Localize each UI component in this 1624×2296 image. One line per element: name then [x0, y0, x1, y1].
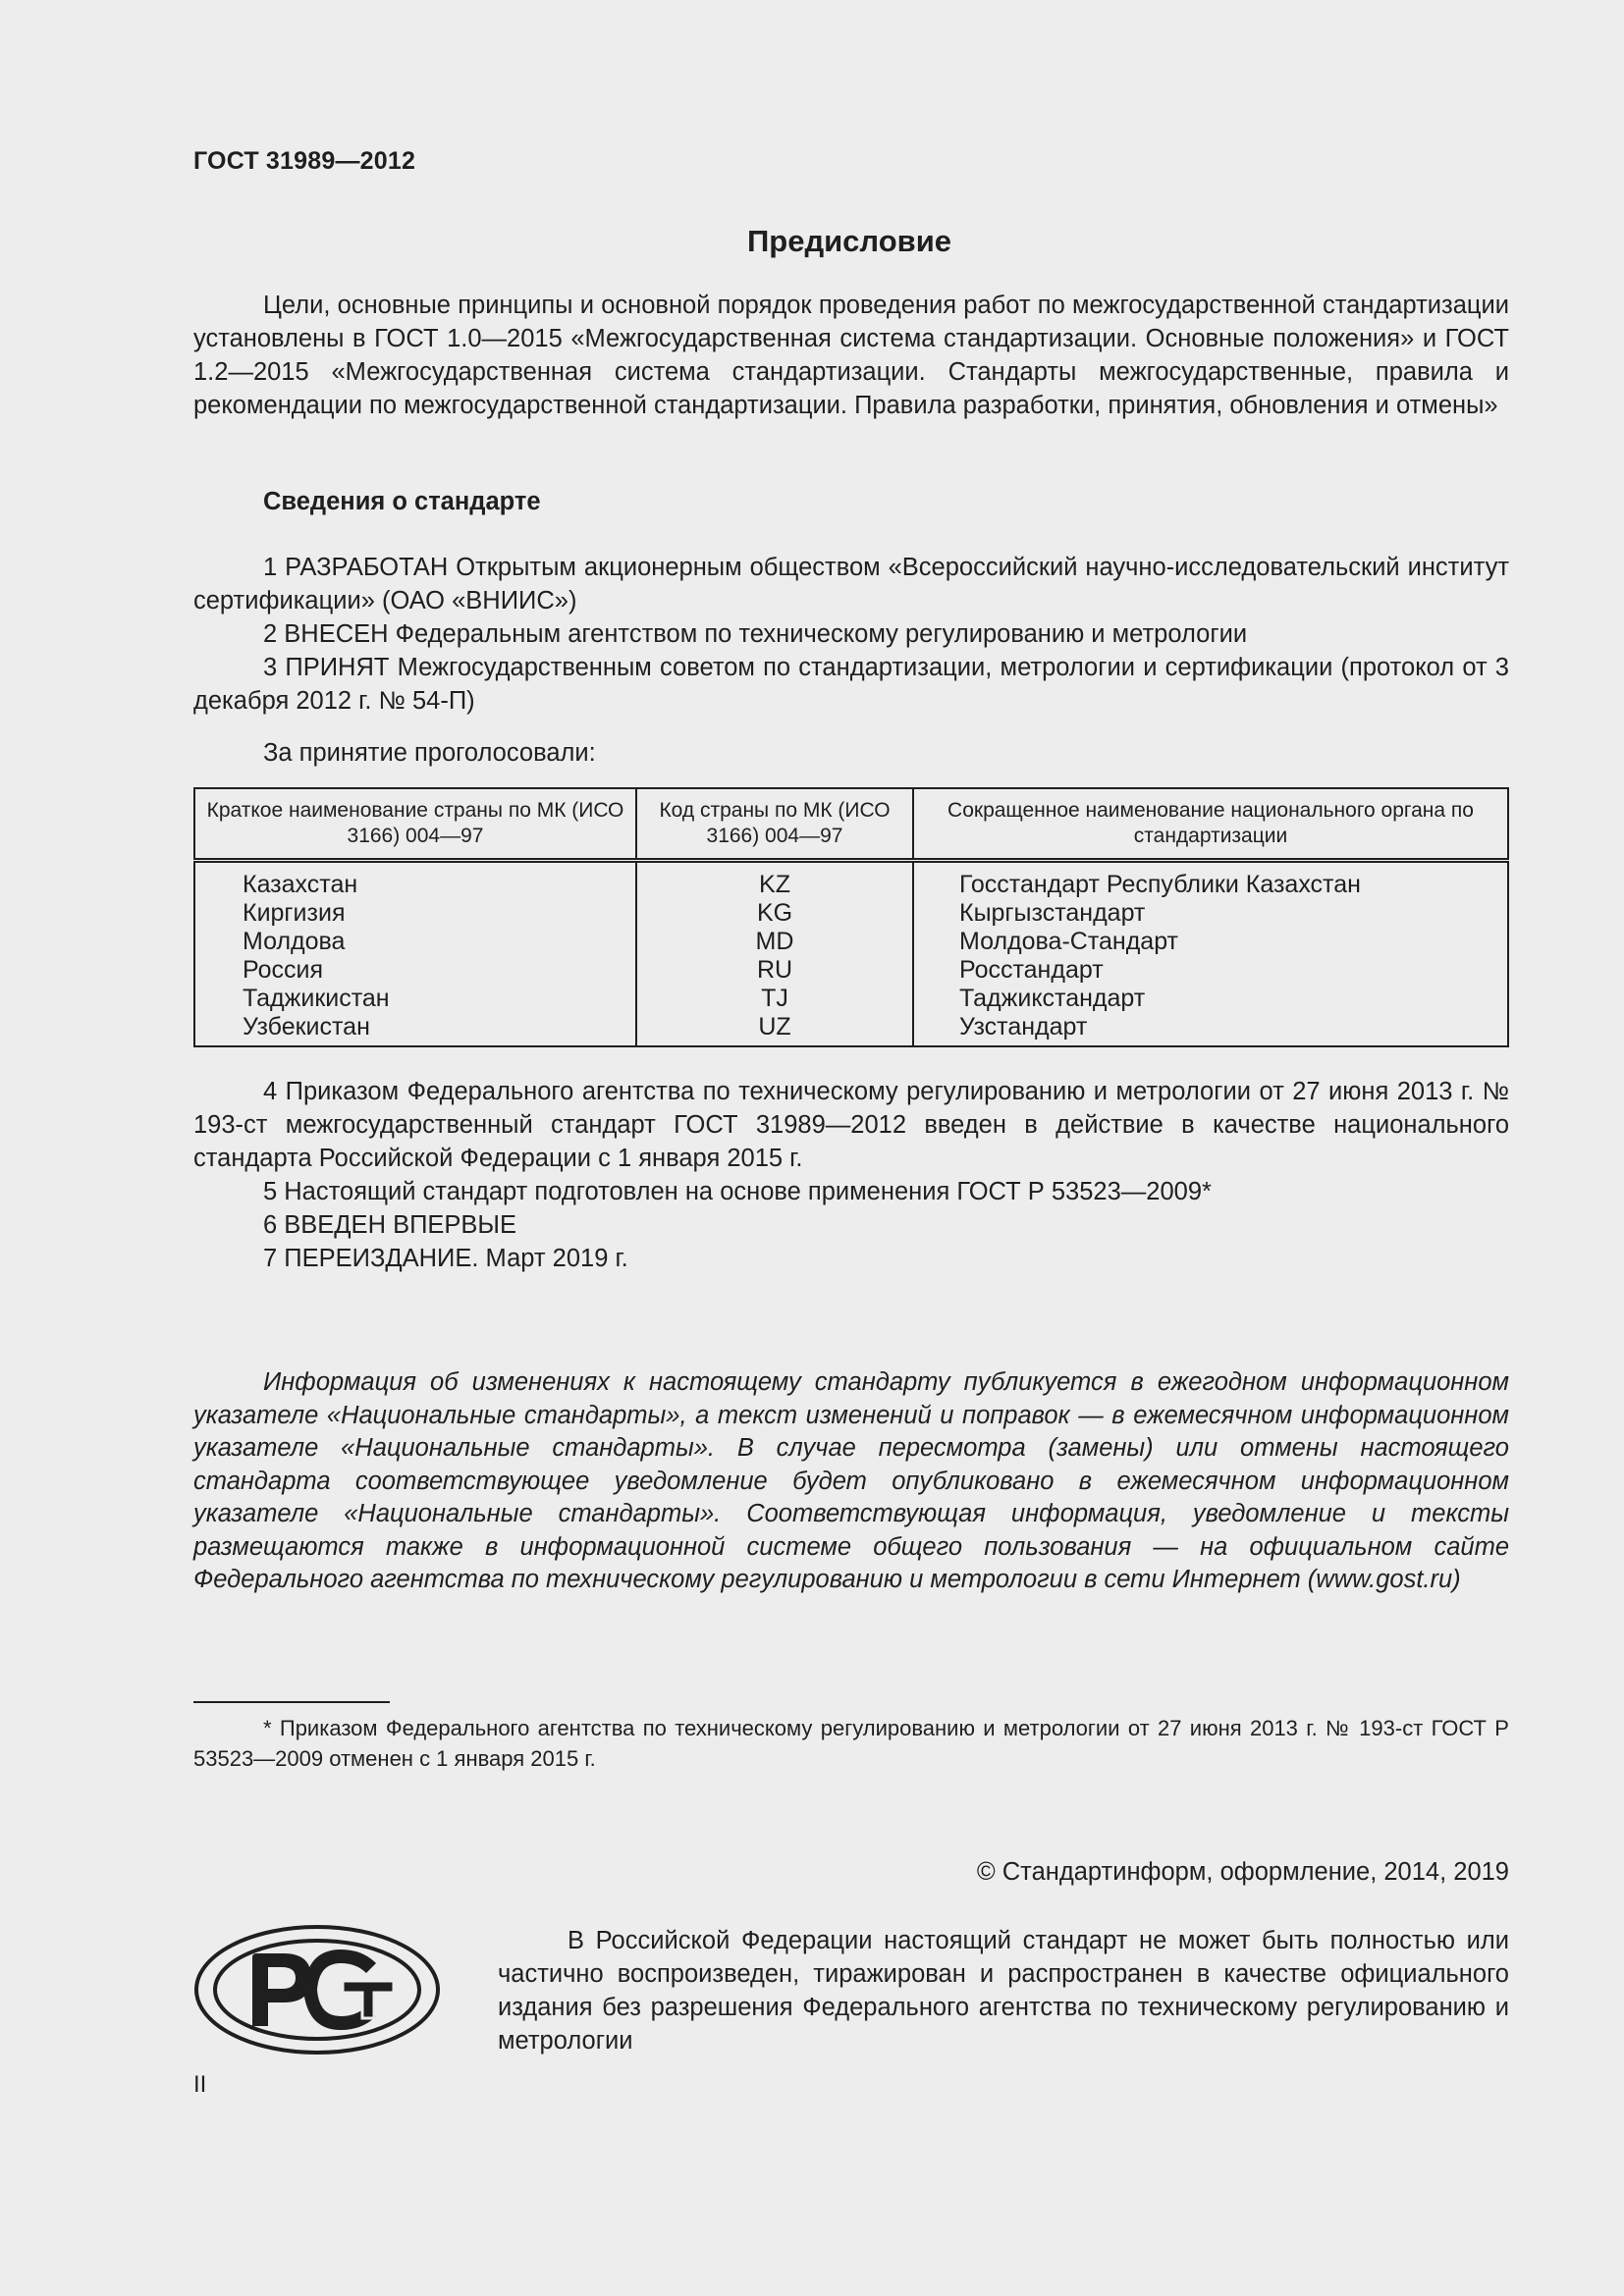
item-2: 2 ВНЕСЕН Федеральным агентством по техническому регулированию и метрологии	[263, 620, 1248, 648]
table-header-organ: Сокращенное наименование национального органа по стандартизации	[913, 788, 1508, 861]
standard-info-heading: Сведения о стандарте	[263, 488, 541, 515]
intro-paragraph: Цели, основные принципы и основной порядок проведения работ по межгосударственной стандартизации установлены в ГОСТ 1.0—2015 «Межгосударственная система стандартизации. Основные положения» и ГОСТ 1.2—2015 «Межгосударственная система стандартизации. Стандарты межгосударственные, правила и рекомендации по межгосударственной стандартизации. Правила разработки, принятия, обновления и отмены»	[193, 292, 1509, 419]
standard-info-block	[193, 485, 1509, 518]
country-name: Узбекистан	[243, 1013, 370, 1041]
country-code: MD	[755, 928, 794, 955]
voting-table	[193, 787, 1509, 1047]
legal-notice: В Российской Федерации настоящий стандарт не может быть полностью или частично воспроизведен, тиражирован и распространен в качестве официального издания без разрешения Федерального агентства по техническому регулированию и метрологии	[498, 1927, 1509, 2055]
country-code: KZ	[759, 871, 790, 898]
country-name: Таджикистан	[243, 985, 390, 1012]
item-6: 6 ВВЕДЕН ВПЕРВЫЕ	[263, 1211, 517, 1239]
table-header-country: Краткое наименование страны по МК (ИСО 3166) 004—97	[194, 788, 636, 861]
country-code: UZ	[758, 1013, 791, 1041]
item-3: 3 ПРИНЯТ Межгосударственным советом по стандартизации, метрологии и сертификации (протокол от 3 декабря 2012 г. № 54-П)	[193, 654, 1509, 715]
copyright-line: © Стандартинформ, оформление, 2014, 2019	[976, 1858, 1509, 1886]
organ-name: Госстандарт Республики Казахстан	[959, 871, 1361, 898]
voted-block	[193, 736, 1509, 770]
changes-info-paragraph: Информация об изменениях к настоящему стандарту публикуется в ежегодном информационном указателе «Национальные стандарты», а текст изменений и поправок — в ежемесячном информационном указателе «Национальные стандарты». В случае пересмотра (замены) или отмены настоящего стандарта соответствующее уведомление будет опубликовано в ежемесячном информационном указателе «Национальные стандарты». Соответствующая информация, уведомление и тексты размещаются также в информационной системе общего пользования — на официальном сайте Федерального агентства по техническому регулированию и метрологии в сети Интернет (www.gost.ru)	[193, 1368, 1509, 1593]
table-header-row	[194, 788, 1508, 861]
items-block	[193, 551, 1509, 718]
country-name: Казахстан	[243, 871, 358, 898]
item-7: 7 ПЕРЕИЗДАНИЕ. Март 2019 г.	[263, 1245, 628, 1272]
country-name: Россия	[243, 956, 323, 984]
country-cell	[194, 861, 636, 1047]
organ-name: Кыргызстандарт	[959, 899, 1146, 927]
table-header-code: Код страны по МК (ИСО 3166) 004—97	[636, 788, 913, 861]
standard-code-header: ГОСТ 31989—2012	[193, 147, 416, 175]
item-5: 5 Настоящий стандарт подготовлен на основе применения ГОСТ Р 53523—2009*	[263, 1178, 1212, 1205]
changes-info-block	[193, 1366, 1509, 1597]
item-4: 4 Приказом Федерального агентства по техническому регулированию и метрологии от 27 июня 2013 г. № 193-ст межгосударственный стандарт ГОСТ 31989—2012 введен в действие в качестве национального стандарта Российской Федерации с 1 января 2015 г.	[193, 1078, 1509, 1172]
country-code: TJ	[761, 985, 788, 1012]
voted-label: За принятие проголосовали:	[263, 739, 596, 767]
country-code: RU	[756, 956, 793, 984]
organ-name: Таджикстандарт	[959, 985, 1146, 1012]
items-block-2	[193, 1075, 1509, 1275]
page-title: Предисловие	[746, 224, 951, 258]
organ-cell	[913, 861, 1508, 1047]
country-code: KG	[756, 899, 793, 927]
legal-notice-block	[498, 1924, 1509, 2057]
page-number: II	[193, 2071, 207, 2098]
organ-name: Узстандарт	[959, 1013, 1088, 1041]
footnote-text: * Приказом Федерального агентства по техническому регулированию и метрологии от 27 июня 2013 г. № 193-ст ГОСТ Р 53523—2009 отменен с 1 января 2015 г.	[193, 1716, 1509, 1771]
organ-name: Росстандарт	[959, 956, 1104, 984]
item-1: 1 РАЗРАБОТАН Открытым акционерным обществом «Всероссийский научно-исследовательский институт сертификации» (ОАО «ВНИИС»)	[193, 554, 1509, 614]
footnote-block	[193, 1713, 1509, 1774]
footnote-divider	[193, 1701, 390, 1703]
code-cell	[636, 861, 913, 1047]
table-row	[194, 861, 1508, 1047]
country-name: Молдова	[243, 928, 346, 955]
intro-block	[193, 289, 1509, 422]
country-name: Киргизия	[243, 899, 346, 927]
rst-logo	[193, 1924, 441, 2056]
organ-name: Молдова-Стандарт	[959, 928, 1178, 955]
